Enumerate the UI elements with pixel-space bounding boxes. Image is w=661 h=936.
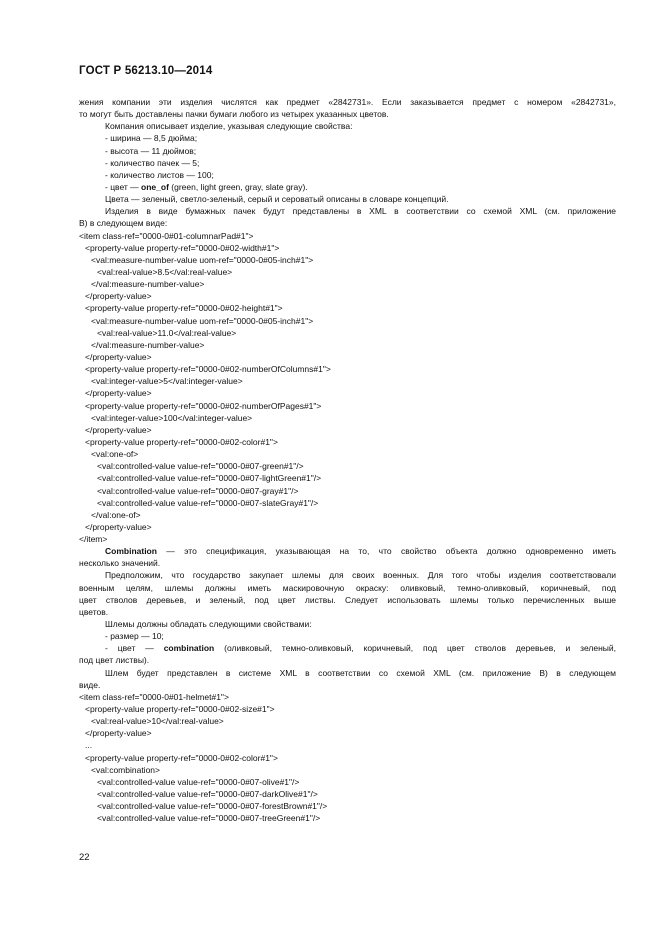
text-line: <property-value property-ref="0000-0#02-width#1">	[85, 242, 280, 253]
page-number: 22	[79, 852, 90, 863]
text-line: <property-value property-ref="0000-0#02-height#1">	[85, 303, 283, 314]
text-line: </item>	[79, 534, 108, 545]
bold-term: one_of	[141, 181, 169, 192]
text-line: </property-value>	[85, 521, 152, 532]
text-line: </property-value>	[85, 728, 152, 739]
text-line: Combination — это спецификация, указывающая на то, что свойство объекта должно одновременно иметь	[105, 546, 616, 557]
text-line: </property-value>	[85, 424, 152, 435]
text-line: <property-value property-ref="0000-0#02-size#1">	[85, 704, 275, 715]
text-line: - ширина — 8,5 дюйма;	[105, 133, 198, 144]
text-line: - цвет — combination (оливковый, темно-оливковый, коричневый, под цвет стволов деревьев, и зеленый,	[105, 643, 616, 654]
text-line: ...	[85, 740, 93, 751]
text-line: <val:one-of>	[91, 449, 139, 460]
text-line: Шлем будет представлен в системе XML в соответствии со схемой XML (см. приложение В) в следующем	[105, 667, 616, 678]
bold-term: Combination	[105, 546, 157, 557]
text-line: <val:combination>	[91, 764, 160, 775]
text-line: <val:controlled-value value-ref="0000-0#07-darkOlive#1"/>	[97, 789, 318, 800]
text-line: <val:controlled-value value-ref="0000-0#07-lightGreen#1"/>	[97, 473, 322, 484]
text-line: военным целям, шлемы должны иметь маскировочную окраску: оливковый, темно-оливковый, коричневый, под	[79, 582, 616, 593]
text-line: цвет стволов деревьев, и зеленый, под цвет листвы. Следует использовать шлемы только перечисленных выше	[79, 594, 616, 605]
text-line: <val:integer-value>100</val:integer-value>	[91, 412, 253, 423]
text-line: <val:real-value>11.0</val:real-value>	[97, 327, 237, 338]
text-line: </property-value>	[85, 351, 152, 362]
text-line: цветов.	[79, 606, 109, 617]
text-line: Изделия в виде бумажных пачек будут представлены в XML в соответствии со схемой XML (см. приложение	[105, 206, 616, 217]
text-line: виде.	[79, 679, 101, 690]
document-header: ГОСТ Р 56213.10—2014	[79, 65, 213, 77]
text-line: В) в следующем виде:	[79, 218, 168, 229]
text-line: - размер — 10;	[105, 631, 164, 642]
text-line: - высота — 11 дюймов;	[105, 145, 197, 156]
text-line: <val:controlled-value value-ref="0000-0#07-green#1"/>	[97, 461, 304, 472]
text-line: Цвета — зеленый, светло-зеленый, серый и сероватый описаны в словаре концепций.	[105, 194, 449, 205]
bold-term: combination	[163, 643, 215, 654]
text-line: Предположим, что государство закупает шлемы для своих военных. Для того чтобы изделия соответствовали	[105, 570, 616, 581]
text-line: </val:one-of>	[91, 509, 141, 520]
text-line: <val:measure-number-value uom-ref="0000-0#05-inch#1">	[91, 315, 314, 326]
text-line: <val:controlled-value value-ref="0000-0#07-olive#1"/>	[97, 776, 300, 787]
text-line: <property-value property-ref="0000-0#02-numberOfColumns#1">	[85, 364, 331, 375]
text-line: под цвет листвы).	[79, 655, 150, 666]
text-line: несколько значений.	[79, 558, 161, 569]
text-line: </property-value>	[85, 291, 152, 302]
text-line: - цвет — one_of (green, light green, gray, slate gray).	[105, 181, 308, 192]
text-line: <item class-ref="0000-0#01-columnarPad#1">	[79, 230, 254, 241]
text-line: </property-value>	[85, 388, 152, 399]
text-line: <val:real-value>8.5</val:real-value>	[97, 266, 233, 277]
text-line: <property-value property-ref="0000-0#02-color#1">	[85, 752, 278, 763]
text-line: <val:controlled-value value-ref="0000-0#07-slateGray#1"/>	[97, 497, 319, 508]
text-line: </val:measure-number-value>	[91, 339, 205, 350]
text-line: <val:controlled-value value-ref="0000-0#07-forestBrown#1"/>	[97, 801, 328, 812]
text-line: <val:controlled-value value-ref="0000-0#07-treeGreen#1"/>	[97, 813, 321, 824]
text-line: жения компании эти изделия числятся как предмет «2842731». Если заказывается предмет с номером «2842731»,	[79, 97, 616, 107]
text-line: <property-value property-ref="0000-0#02-numberOfPages#1">	[85, 400, 322, 411]
text-line: Шлемы должны обладать следующими свойствами:	[105, 619, 312, 630]
text-line: - количество пачек — 5;	[105, 157, 200, 168]
document-body	[79, 96, 616, 824]
text-line: то могут быть доставлены пачки бумаги любого из четырех указанных цветов.	[79, 109, 389, 120]
text-line: <val:integer-value>5</val:integer-value>	[91, 376, 243, 387]
text-line: <val:controlled-value value-ref="0000-0#07-gray#1"/>	[97, 485, 299, 496]
text-line: - количество листов — 100;	[105, 169, 214, 180]
text-line: <val:measure-number-value uom-ref="0000-0#05-inch#1">	[91, 254, 314, 265]
text-line: <item class-ref="0000-0#01-helmet#1">	[79, 691, 229, 702]
text-line: <property-value property-ref="0000-0#02-color#1">	[85, 436, 278, 447]
text-line: Компания описывает изделие, указывая следующие свойства:	[105, 121, 353, 132]
text-line: <val:real-value>10</val:real-value>	[91, 716, 224, 727]
text-line: </val:measure-number-value>	[91, 279, 205, 290]
